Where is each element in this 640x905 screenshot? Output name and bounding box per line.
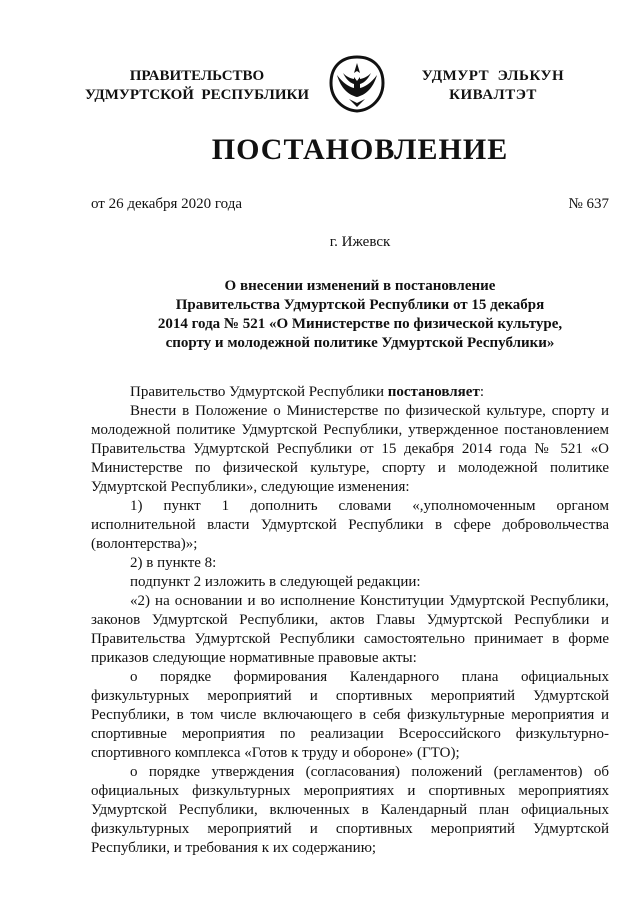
document-type-heading: ПОСТАНОВЛЕНИЕ [211,133,509,166]
organization-name-russian [82,67,312,105]
body-line: спортивные мероприятия по реализации Всероссийского физкультурно- [91,726,609,742]
title-line: О внесении изменений в постановление [224,278,496,294]
body-line: 1) пункт 1 дополнить словами «,уполномоченным органом [130,498,609,514]
title-line: спорту и молодежной политике Удмуртской Республики» [165,335,555,351]
body-line: Республики, и требования к их содержанию; [91,840,377,856]
body-line: Удмуртской Республики, включенных в Календарный план официальных [91,802,609,818]
organization-name-udmurt [408,67,578,105]
body-line: молодежной политике Удмуртской Республики, утвержденное постановлением [91,422,609,438]
body-line: Республики, в том числе включающего в себя физкультурные мероприятия и [91,707,609,723]
title-line: 2014 года № 521 «О Министерстве по физической культуре, [157,316,563,332]
body-line: физкультурных мероприятий и спортивных мероприятий Удмуртской [91,821,609,837]
udmurt-coat-of-arms-icon [329,55,385,113]
body-line: о порядке утверждения (согласования) положений (регламентов) об [130,764,609,780]
body-line: о порядке формирования Календарного плана официальных [130,669,609,685]
org-ud-line-2: КИВАЛТЭТ [449,87,537,103]
org-ud-line-1: УДМУРТ ЭЛЬКУН [421,68,565,84]
body-line: Внести в Положение о Министерстве по физической культуре, спорту и [130,403,609,419]
body-line: законов Удмуртской Республики, актов Главы Удмуртской Республики и [91,612,609,628]
document-date: от 26 декабря 2020 года [91,196,243,212]
decree-verb: постановляет [387,384,480,400]
body-line: физкультурных мероприятий и спортивных мероприятий Удмуртской [91,688,609,704]
body-line: Министерстве по физической культуре, спорту и молодежной политике [91,460,609,476]
document-city: г. Ижевск [329,234,391,250]
body-line: Правительства Удмуртской Республики самостоятельно принимает в форме [91,631,609,647]
body-line: Удмуртской Республики», следующие изменения: [91,479,410,495]
body-line: спортивного комплекса «Готов к труду и обороне» (ГТО); [91,745,460,761]
body-line: 2) в пункте 8: [130,555,217,571]
document-number: № 637 [568,196,609,212]
body-line: Правительства Удмуртской Республики от 15 декабря 2014 года № 521 «О [91,441,609,457]
body-line: (волонтерства)»; [91,536,198,552]
body-line: официальных физкультурных мероприятиях и спортивных мероприятиях [91,783,609,799]
body-line: подпункт 2 изложить в следующей редакции: [130,574,421,590]
document-title [120,277,600,353]
body-line: «2) на основании и во исполнение Конституции Удмуртской Республики, [130,593,609,609]
body-line: исполнительной власти Удмуртской Республики в сфере добровольчества [91,517,609,533]
org-ru-line-1: ПРАВИТЕЛЬСТВО [129,68,265,84]
document-body [91,383,609,858]
body-line: приказов следующие нормативные правовые акты: [91,650,417,666]
title-line: Правительства Удмуртской Республики от 15 декабря [175,297,545,313]
org-ru-line-2: УДМУРТСКОЙ РЕСПУБЛИКИ [84,87,310,103]
body-line: Правительство Удмуртской Республики постановляет: [130,384,484,400]
